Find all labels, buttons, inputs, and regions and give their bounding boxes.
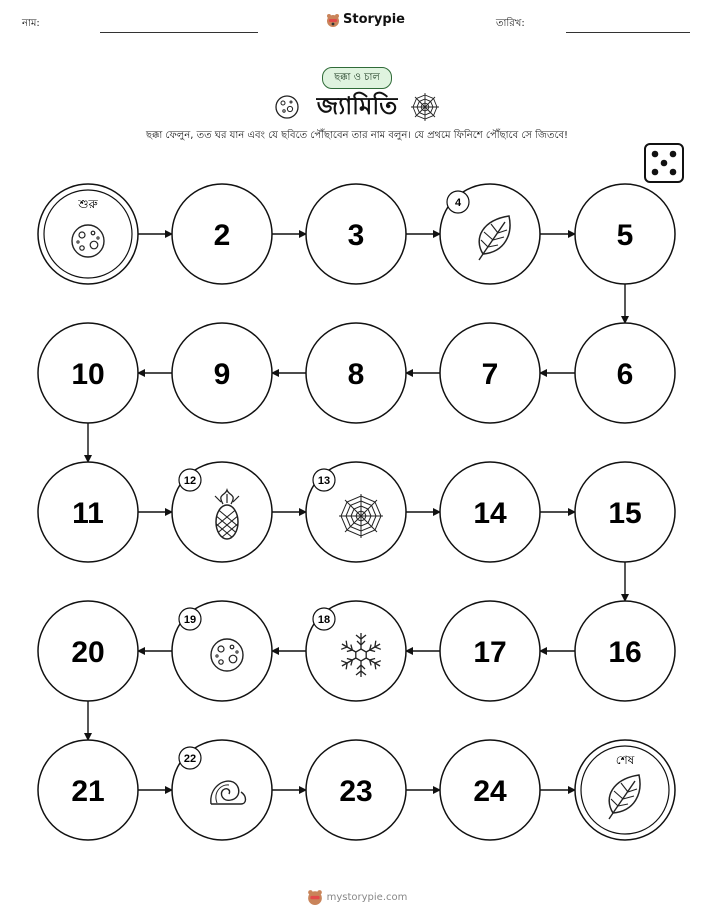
page-title: জ্যামিতি (316, 92, 398, 120)
cell-number: 21 (71, 775, 105, 808)
board-cell-10 (38, 323, 138, 423)
board-cell-12 (172, 462, 272, 562)
cell-number: 7 (481, 358, 499, 391)
date-label: তারিখ: (496, 18, 525, 29)
cell-number: 4 (454, 197, 462, 209)
game-type-badge: ছক্কা ও চাল (322, 67, 392, 89)
board-cell-5 (575, 184, 675, 284)
cell-number: 9 (213, 358, 231, 391)
cell-number: 3 (347, 219, 365, 252)
board-cell-3 (306, 184, 406, 284)
start-label: শুরু (78, 197, 98, 211)
board-cell-19 (172, 601, 272, 701)
spider-web-icon (339, 494, 383, 538)
footer (0, 889, 714, 905)
cell-number: 17 (473, 636, 507, 669)
board-cell-4 (440, 184, 540, 284)
cell-number: 16 (608, 636, 642, 669)
cell-number: 6 (616, 358, 634, 391)
board-cell-23 (306, 740, 406, 840)
board-cell-22 (172, 740, 272, 840)
cell-number: 24 (473, 775, 507, 808)
board-cells (38, 184, 675, 840)
board-cell-8 (306, 323, 406, 423)
cell-number: 22 (183, 753, 197, 765)
brand-name: Storypie (343, 12, 405, 27)
cell-number: 15 (608, 497, 642, 530)
cell-number: 14 (473, 497, 507, 530)
cell-number: 5 (616, 219, 634, 252)
storypie-logo-icon (307, 889, 323, 905)
cell-number: 13 (317, 475, 331, 487)
instructions: ছক্কা ফেলুন, তত ঘর যান এবং যে ছবিতে পৌঁছাবেন তার নাম বলুন। যে প্রথমে ফিনিশে পৌঁছাবে সে জিতবে! (145, 130, 569, 141)
board-cell-18 (306, 601, 406, 701)
cell-number: 8 (347, 358, 365, 391)
board-cell-24 (440, 740, 540, 840)
board-cell-9 (172, 323, 272, 423)
board-cell-6 (575, 323, 675, 423)
cell-number: 10 (71, 358, 105, 391)
board-cell-14 (440, 462, 540, 562)
board-cell-2 (172, 184, 272, 284)
cell-number: 23 (339, 775, 373, 808)
finish-cell (575, 740, 675, 840)
footer-site: mystorypie.com (326, 891, 408, 903)
cell-number: 11 (72, 497, 104, 530)
board-cell-16 (575, 601, 675, 701)
cell-number: 12 (183, 475, 197, 487)
board-cell-11 (38, 462, 138, 562)
name-label: নাম: (22, 18, 40, 29)
start-cell (38, 184, 138, 284)
cell-number: 19 (183, 614, 197, 626)
cell-number: 18 (317, 614, 331, 626)
board-cell-15 (575, 462, 675, 562)
board-cell-17 (440, 601, 540, 701)
finish-label: শেষ (615, 753, 635, 767)
cell-number: 2 (213, 219, 231, 252)
board-cell-7 (440, 323, 540, 423)
board-cell-13 (306, 462, 406, 562)
board-cell-20 (38, 601, 138, 701)
board-cell-21 (38, 740, 138, 840)
cell-number: 20 (71, 636, 105, 669)
